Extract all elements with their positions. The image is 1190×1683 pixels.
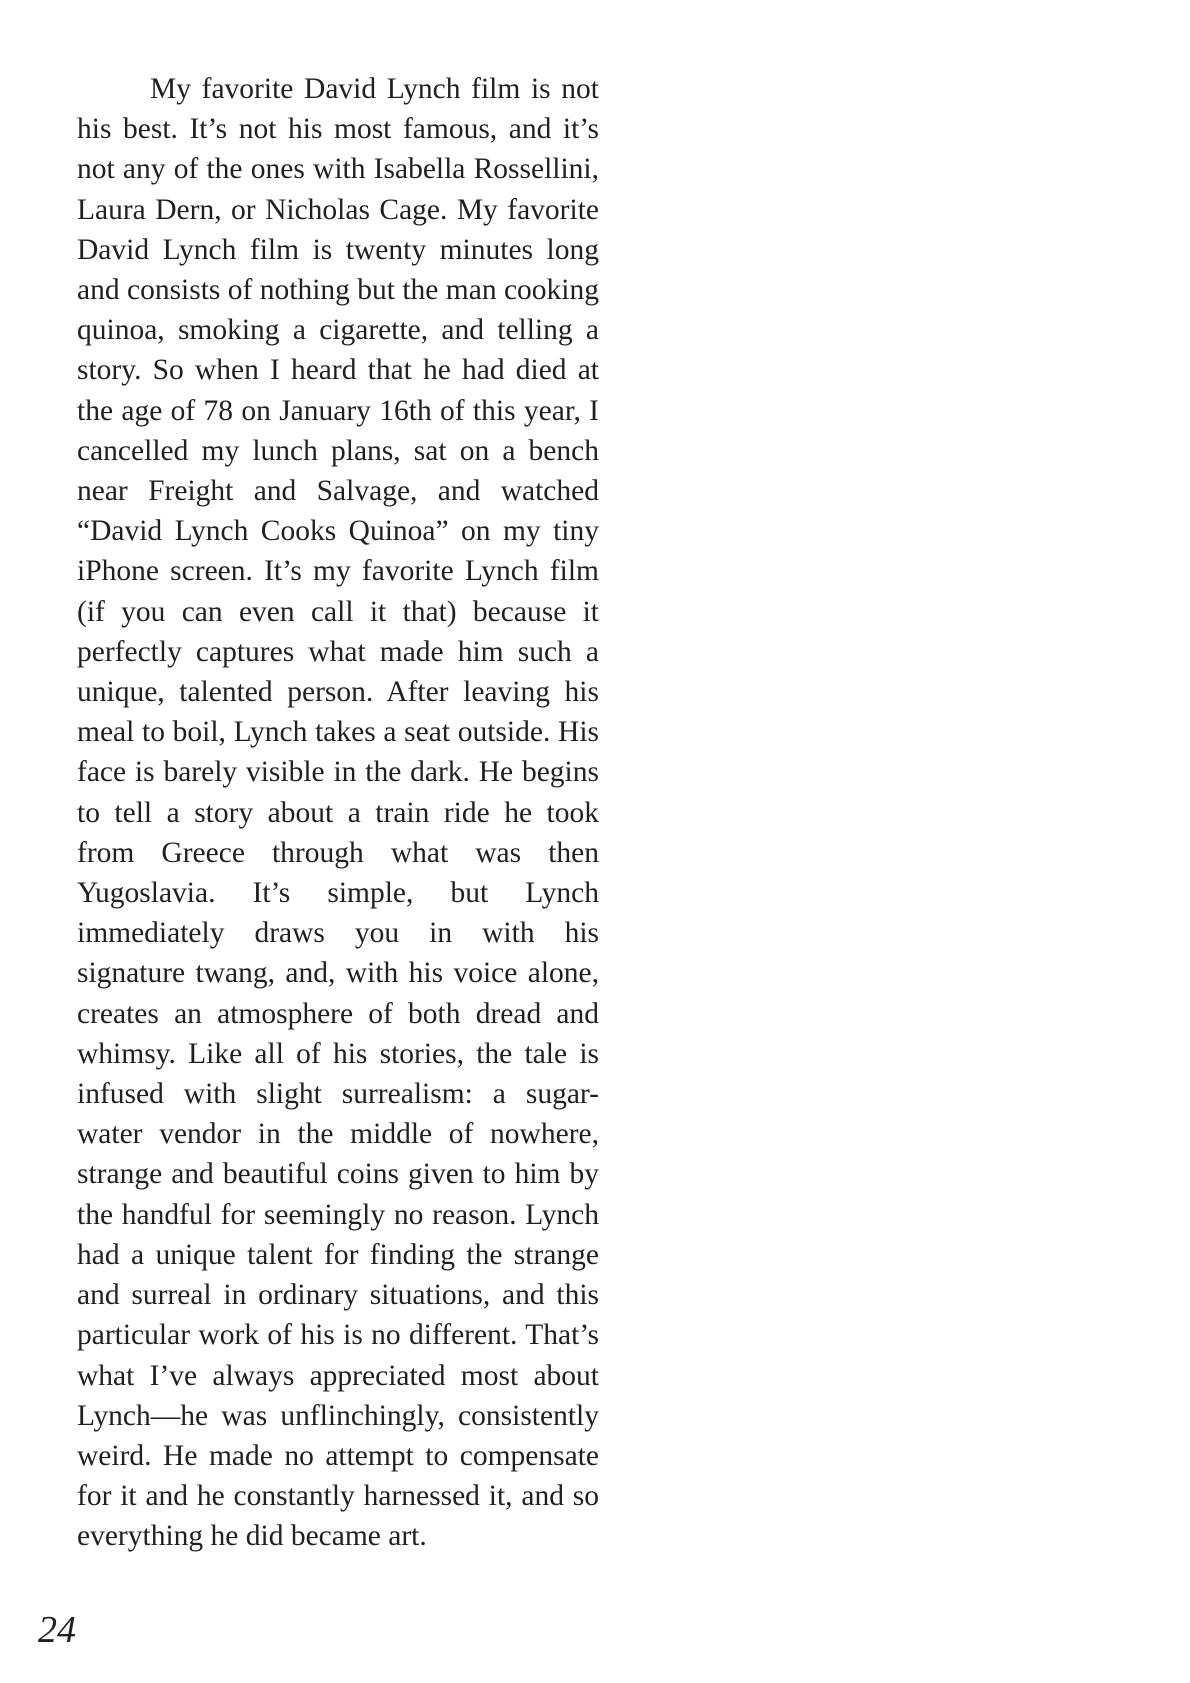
text-column — [77, 69, 599, 1557]
page-number: 24 — [38, 1609, 76, 1651]
body-paragraph: My favorite David Lynch film is not his best. It’s not his most famous, and it’s not any of the ones with Isabella Rossellini, Laura Dern, or Nicholas Cage. My favorite David Lynch film is twenty minutes long and consists of nothing but the man cooking quinoa, smoking a cigarette, and telling a story. So when I heard that he had died at the age of 78 on January 16th of this year, I cancelled my lunch plans, sat on a bench near Freight and Salvage, and watched “David Lynch Cooks Quinoa” on my tiny iPhone screen. It’s my favorite Lynch film (if you can even call it that) because it perfectly captures what made him such a unique, talented person. After leaving his meal to boil, Lynch takes a seat outside. His face is barely visible in the dark. He begins to tell a story about a train ride he took from Greece through what was then Yugoslavia. It’s simple, but Lynch immediately draws you in with his signature twang, and, with his voice alone, creates an atmosphere of both dread and whimsy. Like all of his stories, the tale is infused with slight surrealism: a sugar-water vendor in the middle of nowhere, strange and beautiful coins given to him by the handful for seemingly no reason. Lynch had a unique talent for finding the strange and surreal in ordinary situations, and this particular work of his is no different. That’s what I’ve always appreciated most about Lynch—he was unflinchingly, consistently weird. He made no attempt to compensate for it and he constantly harnessed it, and so everything he did became art. — [77, 73, 599, 1553]
